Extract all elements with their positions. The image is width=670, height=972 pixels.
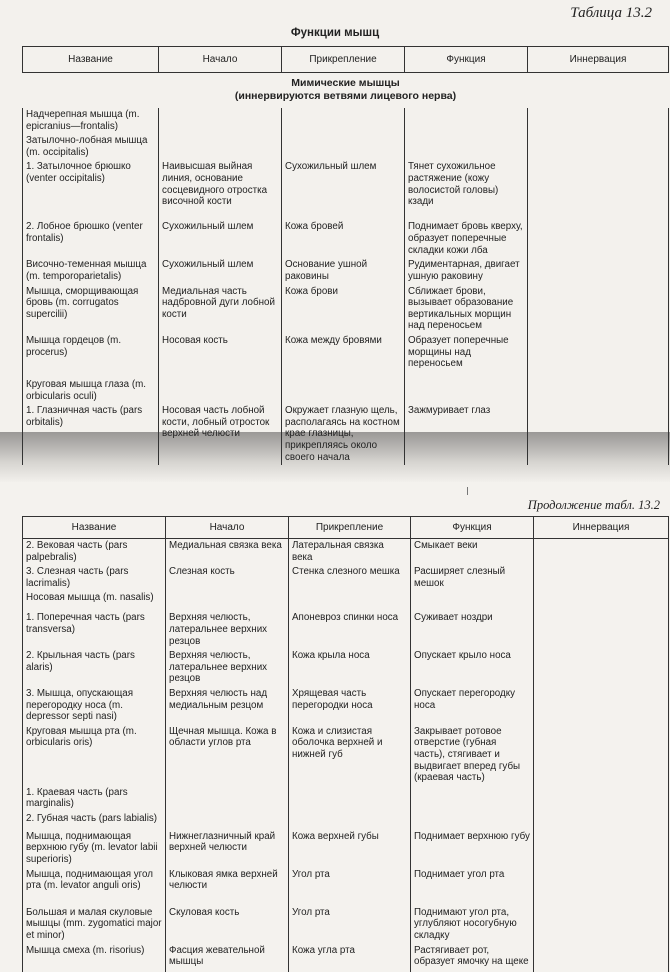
cell-insertion: [289, 786, 411, 812]
cell-origin: Верхняя челюсть над медиальным резцом: [166, 687, 289, 725]
cell-origin: [159, 134, 282, 160]
cell-insertion: Сухожильный шлем: [282, 160, 405, 220]
cell-origin: Наивысшая выйная линия, основание сосцевидного отростка височной кости: [159, 160, 282, 220]
cell-origin: Верхняя челюсть, латеральнее верхних резцов: [166, 649, 289, 687]
table-number: Таблица 13.2: [570, 5, 652, 21]
cell-function: Опускает крыло носа: [411, 649, 534, 687]
cell-insertion: [282, 378, 405, 404]
cell-innervation: [528, 404, 669, 465]
cell-function: Смыкает веки: [411, 539, 534, 566]
cell-innervation: [528, 258, 669, 284]
table-row: [23, 134, 669, 160]
cell-function: Сближает брови, вызывает образование вертикальных морщин над переносьем: [405, 285, 528, 334]
cell-name: Мышца, сморщивающая бровь (m. corrugatos supercilii): [23, 285, 159, 334]
cell-innervation: [534, 786, 669, 812]
page-mark: [467, 487, 468, 495]
cell-function: [411, 786, 534, 812]
table-row: [23, 404, 669, 465]
cell-insertion: Кожа верхней губы: [289, 830, 411, 868]
cell-origin: Сухожильный шлем: [159, 258, 282, 284]
cell-origin: [166, 786, 289, 812]
cell-name: Круговая мышца рта (m. orbicularis oris): [23, 725, 166, 786]
cell-origin: Фасция жевательной мышцы: [166, 944, 289, 972]
table-row: [23, 285, 669, 334]
muscle-functions-table-part2: [22, 516, 669, 972]
cell-origin: Носовая кость: [159, 334, 282, 378]
muscle-functions-table-part1: [22, 46, 669, 465]
cell-name: 2. Лобное брюшко (venter frontalis): [23, 220, 159, 258]
cell-name: Носовая мышца (m. nasalis): [23, 591, 166, 611]
cell-name: Височно-теменная мышца (m. temporoparietalis): [23, 258, 159, 284]
cell-origin: Клыковая ямка верхней челюсти: [166, 868, 289, 906]
cell-origin: Носовая часть лобной кости, лобный отросток верхней челюсти: [159, 404, 282, 465]
cell-function: [405, 378, 528, 404]
cell-innervation: [528, 108, 669, 134]
cell-innervation: [528, 285, 669, 334]
cell-insertion: Кожа крыла носа: [289, 649, 411, 687]
cell-function: [411, 812, 534, 830]
cell-function: Зажмуривает глаз: [405, 404, 528, 465]
cell-name: Мышца, поднимающая верхнюю губу (m. levator labii superioris): [23, 830, 166, 868]
cell-function: Тянет сухожильное растяжение (кожу волосистой головы) кзади: [405, 160, 528, 220]
cell-origin: Сухожильный шлем: [159, 220, 282, 258]
cell-innervation: [534, 687, 669, 725]
header-insertion: Прикрепление: [289, 517, 411, 539]
cell-insertion: Кожа угла рта: [289, 944, 411, 972]
cell-origin: [159, 378, 282, 404]
cell-origin: Верхняя челюсть, латеральнее верхних резцов: [166, 611, 289, 649]
cell-insertion: [289, 591, 411, 611]
cell-innervation: [534, 830, 669, 868]
cell-innervation: [528, 334, 669, 378]
cell-insertion: Окружает глазную щель, располагаясь на костном крае глазницы, прикрепляясь около своего начала: [282, 404, 405, 465]
cell-origin: Нижнеглазничный край верхней челюсти: [166, 830, 289, 868]
table-row: [23, 687, 669, 725]
cell-insertion: Стенка слезного мешка: [289, 565, 411, 591]
table-row: [23, 539, 669, 566]
table-row: [23, 812, 669, 830]
cell-name: 2. Вековая часть (pars palpebralis): [23, 539, 166, 566]
cell-innervation: [528, 160, 669, 220]
table-row: [23, 160, 669, 220]
cell-function: [405, 108, 528, 134]
table-row: [23, 725, 669, 786]
cell-insertion: [282, 134, 405, 160]
table-row: [23, 906, 669, 944]
cell-innervation: [534, 906, 669, 944]
cell-insertion: Апоневроз спинки носа: [289, 611, 411, 649]
table-row: [23, 868, 669, 906]
cell-function: Образует поперечные морщины над переносьем: [405, 334, 528, 378]
section-subtitle: (иннервируются ветвями лицевого нерва): [234, 89, 457, 102]
table-row: [23, 611, 669, 649]
cell-name: Мышца, поднимающая угол рта (m. levator anguli oris): [23, 868, 166, 906]
cell-insertion: Угол рта: [289, 868, 411, 906]
cell-origin: [166, 591, 289, 611]
cell-innervation: [528, 134, 669, 160]
cell-function: [405, 134, 528, 160]
table-row: [23, 378, 669, 404]
cell-name: Мышца гордецов (m. procerus): [23, 334, 159, 378]
cell-innervation: [534, 725, 669, 786]
table-row: [23, 786, 669, 812]
cell-name: 3. Слезная часть (pars lacrimalis): [23, 565, 166, 591]
table-row: [23, 334, 669, 378]
cell-innervation: [534, 591, 669, 611]
cell-innervation: [534, 944, 669, 972]
cell-innervation: [534, 539, 669, 566]
cell-function: Поднимает бровь кверху, образует поперечные складки кожи лба: [405, 220, 528, 258]
cell-insertion: [289, 812, 411, 830]
header-innervation: Иннервация: [534, 517, 669, 539]
cell-function: Закрывает ротовое отверстие (губная часть), стягивает и выдвигает вперед губы (краевая часть): [411, 725, 534, 786]
cell-innervation: [534, 565, 669, 591]
cell-function: Рудиментарная, двигает ушную раковину: [405, 258, 528, 284]
cell-function: Суживает ноздри: [411, 611, 534, 649]
cell-innervation: [528, 378, 669, 404]
cell-function: [411, 591, 534, 611]
cell-name: 2. Губная часть (pars labialis): [23, 812, 166, 830]
cell-innervation: [534, 649, 669, 687]
cell-insertion: [282, 108, 405, 134]
cell-innervation: [534, 812, 669, 830]
cell-function: Поднимают угол рта, углубляют носогубную складку: [411, 906, 534, 944]
cell-origin: [159, 108, 282, 134]
table-row: [23, 830, 669, 868]
cell-insertion: Хрящевая часть перегородки носа: [289, 687, 411, 725]
cell-innervation: [528, 220, 669, 258]
table-row: [23, 220, 669, 258]
header-name: Название: [23, 517, 166, 539]
cell-function: Поднимает верхнюю губу: [411, 830, 534, 868]
header-origin: Начало: [159, 47, 282, 73]
table-row: [23, 108, 669, 134]
cell-origin: Медиальная связка века: [166, 539, 289, 566]
table-row: [23, 591, 669, 611]
cell-origin: Щечная мышца. Кожа в области углов рта: [166, 725, 289, 786]
cell-name: 1. Поперечная часть (pars transversa): [23, 611, 166, 649]
cell-function: Расширяет слезный мешок: [411, 565, 534, 591]
cell-name: 3. Мышца, опускающая перегородку носа (m. depressor septi nasi): [23, 687, 166, 725]
cell-innervation: [534, 868, 669, 906]
cell-name: Большая и малая скуловые мышцы (mm. zygomatici major et minor): [23, 906, 166, 944]
cell-function: Растягивает рот, образует ямочку на щеке: [411, 944, 534, 972]
cell-name: Круговая мышца глаза (m. orbicularis oculi): [23, 378, 159, 404]
cell-origin: Скуловая кость: [166, 906, 289, 944]
cell-origin: Медиальная часть надбровной дуги лобной кости: [159, 285, 282, 334]
cell-insertion: Кожа и слизистая оболочка верхней и нижней губ: [289, 725, 411, 786]
table-row: [23, 565, 669, 591]
cell-name: 1. Краевая часть (pars marginalis): [23, 786, 166, 812]
cell-name: 2. Крыльная часть (pars alaris): [23, 649, 166, 687]
header-insertion: Прикрепление: [282, 47, 405, 73]
table-row: [23, 649, 669, 687]
cell-innervation: [534, 611, 669, 649]
cell-name: 1. Затылочное брюшко (venter occipitalis): [23, 160, 159, 220]
cell-insertion: Основание ушной раковины: [282, 258, 405, 284]
header-name: Название: [23, 47, 159, 73]
continuation-label: Продолжение табл. 13.2: [527, 498, 660, 512]
cell-insertion: Кожа бровей: [282, 220, 405, 258]
header-function: Функция: [411, 517, 534, 539]
cell-name: Надчерепная мышца (m. epicranius—frontalis): [23, 108, 159, 134]
section-heading: [23, 73, 669, 109]
table-row: [23, 258, 669, 284]
cell-name: Мышца смеха (m. risorius): [23, 944, 166, 972]
cell-function: Поднимает угол рта: [411, 868, 534, 906]
cell-insertion: Латеральная связка века: [289, 539, 411, 566]
cell-insertion: Кожа брови: [282, 285, 405, 334]
cell-origin: [166, 812, 289, 830]
table-row: [23, 944, 669, 972]
cell-name: 1. Глазничная часть (pars orbitalis): [23, 404, 159, 465]
table-title: Функции мышц: [290, 27, 380, 39]
cell-insertion: Угол рта: [289, 906, 411, 944]
header-origin: Начало: [166, 517, 289, 539]
cell-insertion: Кожа между бровями: [282, 334, 405, 378]
header-innervation: Иннервация: [528, 47, 669, 73]
section-title: Мимические мышцы: [291, 77, 400, 89]
header-function: Функция: [405, 47, 528, 73]
cell-origin: Слезная кость: [166, 565, 289, 591]
cell-function: Опускает перегородку носа: [411, 687, 534, 725]
cell-name: Затылочно-лобная мышца (m. occipitalis): [23, 134, 159, 160]
